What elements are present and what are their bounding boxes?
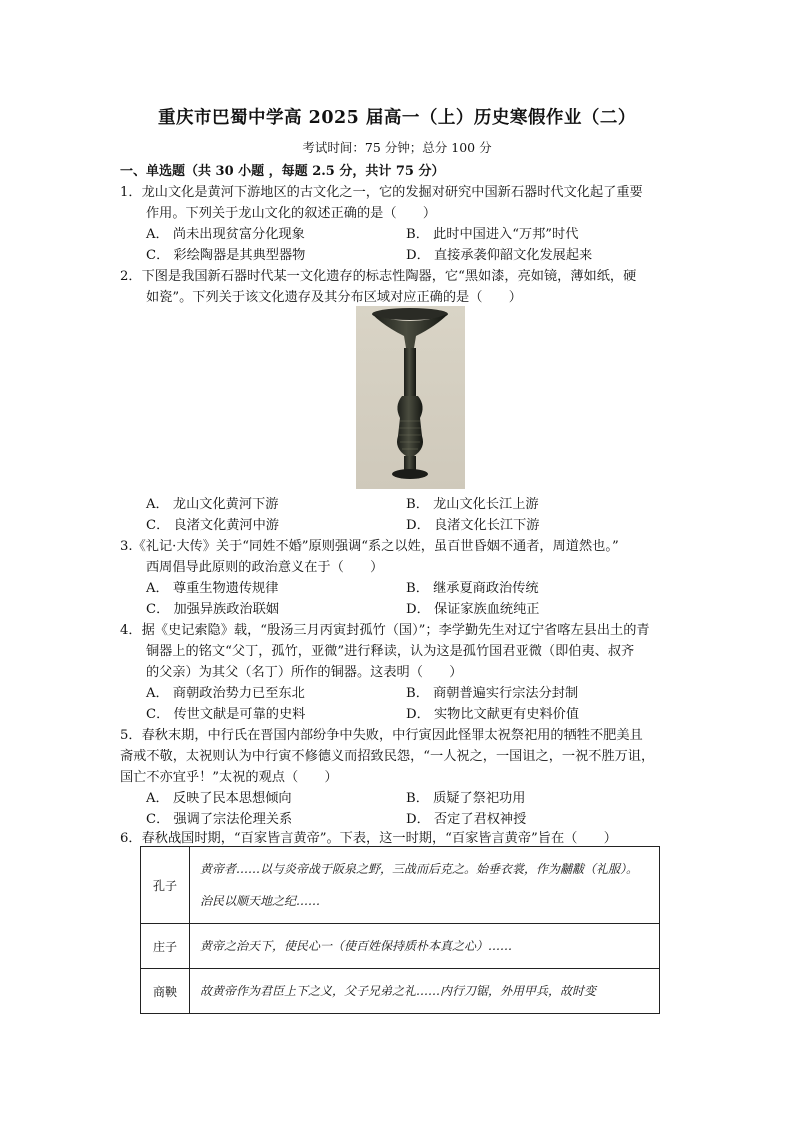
question-stem: 铜器上的铭文“父丁，孤竹，亚微”进行释读，认为这是孤竹国君亚微（即伯夷、叔齐 bbox=[146, 644, 635, 659]
question-stem: 作用。下列关于龙山文化的叙述正确的是（ ） bbox=[146, 206, 437, 221]
option-d: D． 实物比文献更有史料价值 bbox=[406, 707, 580, 722]
question-stem: 西周倡导此原则的政治意义在于（ ） bbox=[146, 560, 384, 575]
option-a: A． 龙山文化黄河下游 bbox=[146, 497, 279, 512]
question-stem: 4．据《史记索隐》载，“殷汤三月丙寅封孤竹（国）”；李学勤先生对辽宁省喀左县出土的青 bbox=[120, 623, 650, 638]
option-d: D． 保证家族血统纯正 bbox=[406, 602, 540, 617]
option-b: B． 继承夏商政治传统 bbox=[406, 581, 539, 596]
option-b: B． 质疑了祭祀功用 bbox=[406, 791, 526, 806]
table-row bbox=[141, 924, 660, 969]
table-row bbox=[141, 847, 660, 924]
option-a: A． 尊重生物遗传规律 bbox=[146, 581, 279, 596]
option-b: B． 商朝普遍实行宗法分封制 bbox=[406, 686, 579, 701]
option-c: C． 良渚文化黄河中游 bbox=[146, 518, 279, 533]
question-stem: 的父亲）为其父（名丁）所作的铜器。这表明（ ） bbox=[146, 665, 463, 680]
table-cell-quote: 黄帝者……以与炎帝战于阪泉之野，三战而后克之。始垂衣裳，作为黼黻（礼服）。治民以顺天地之纪…… bbox=[190, 847, 660, 924]
option-c: C． 强调了宗法伦理关系 bbox=[146, 812, 293, 827]
section-heading: 一、单选题（共 30 小题 ，每题 2.5 分，共计 75 分） bbox=[120, 164, 445, 179]
question-stem: 如瓷”。下列关于该文化遗存及其分布区域对应正确的是（ ） bbox=[146, 290, 522, 305]
option-a: A． 商朝政治势力已至东北 bbox=[146, 686, 305, 701]
question-stem: 斋戒不敬，太祝则认为中行寅不修德义而招致民怨，“一人祝之，一国诅之，一祝不胜万诅， bbox=[120, 749, 655, 764]
eggshell-pottery-goblet-icon bbox=[356, 306, 465, 489]
black-pottery-cup-image bbox=[356, 306, 465, 489]
option-b: B． 此时中国进入“万邦”时代 bbox=[406, 227, 579, 242]
table-row bbox=[141, 969, 660, 1014]
exam-info: 考试时间：75 分钟；总分 100 分 bbox=[302, 140, 492, 155]
option-c: C． 彩绘陶器是其典型器物 bbox=[146, 248, 306, 263]
table-cell-quote: 故黄帝作为君臣上下之义，父子兄弟之礼……内行刀锯，外用甲兵，故时变 bbox=[190, 969, 660, 1014]
table-cell-quote: 黄帝之治天下，使民心一（使百姓保持质朴本真之心）…… bbox=[190, 924, 660, 969]
question-stem: 国亡不亦宜乎！”太祝的观点（ ） bbox=[120, 770, 338, 785]
table-cell-name: 孔子 bbox=[141, 847, 190, 924]
question-stem: 5．春秋末期，中行氏在晋国内部纷争中失败，中行寅因此怪罪太祝祭祀用的牺牲不肥美且 bbox=[120, 728, 643, 743]
source-table bbox=[140, 846, 660, 1014]
option-d: D． 直接承袭仰韶文化发展起来 bbox=[406, 248, 593, 263]
option-c: C． 加强异族政治联姻 bbox=[146, 602, 279, 617]
table-cell-name: 商鞅 bbox=[141, 969, 190, 1014]
option-d: D． 良渚文化长江下游 bbox=[406, 518, 540, 533]
question-stem: 3.《礼记·大传》关于“同姓不婚”原则强调“系之以姓，虽百世昏姻不通者，周道然也。” bbox=[120, 539, 619, 554]
question-stem: 6．春秋战国时期，“百家皆言黄帝”。下表，这一时期，“百家皆言黄帝”旨在（ ） bbox=[120, 831, 617, 846]
option-a: A． 尚未出现贫富分化现象 bbox=[146, 227, 305, 242]
option-a: A． 反映了民本思想倾向 bbox=[146, 791, 292, 806]
option-b: B． 龙山文化长江上游 bbox=[406, 497, 539, 512]
option-c: C． 传世文献是可靠的史料 bbox=[146, 707, 306, 722]
table-cell-name: 庄子 bbox=[141, 924, 190, 969]
page-title: 重庆市巴蜀中学高 2025 届高一（上）历史寒假作业（二） bbox=[158, 108, 636, 128]
question-stem: 2．下图是我国新石器时代某一文化遗存的标志性陶器，它“黑如漆，亮如镜，薄如纸，硬 bbox=[120, 269, 637, 284]
option-d: D． 否定了君权神授 bbox=[406, 812, 527, 827]
question-stem: 1．龙山文化是黄河下游地区的古文化之一，它的发掘对研究中国新石器时代文化起了重要 bbox=[120, 185, 643, 200]
